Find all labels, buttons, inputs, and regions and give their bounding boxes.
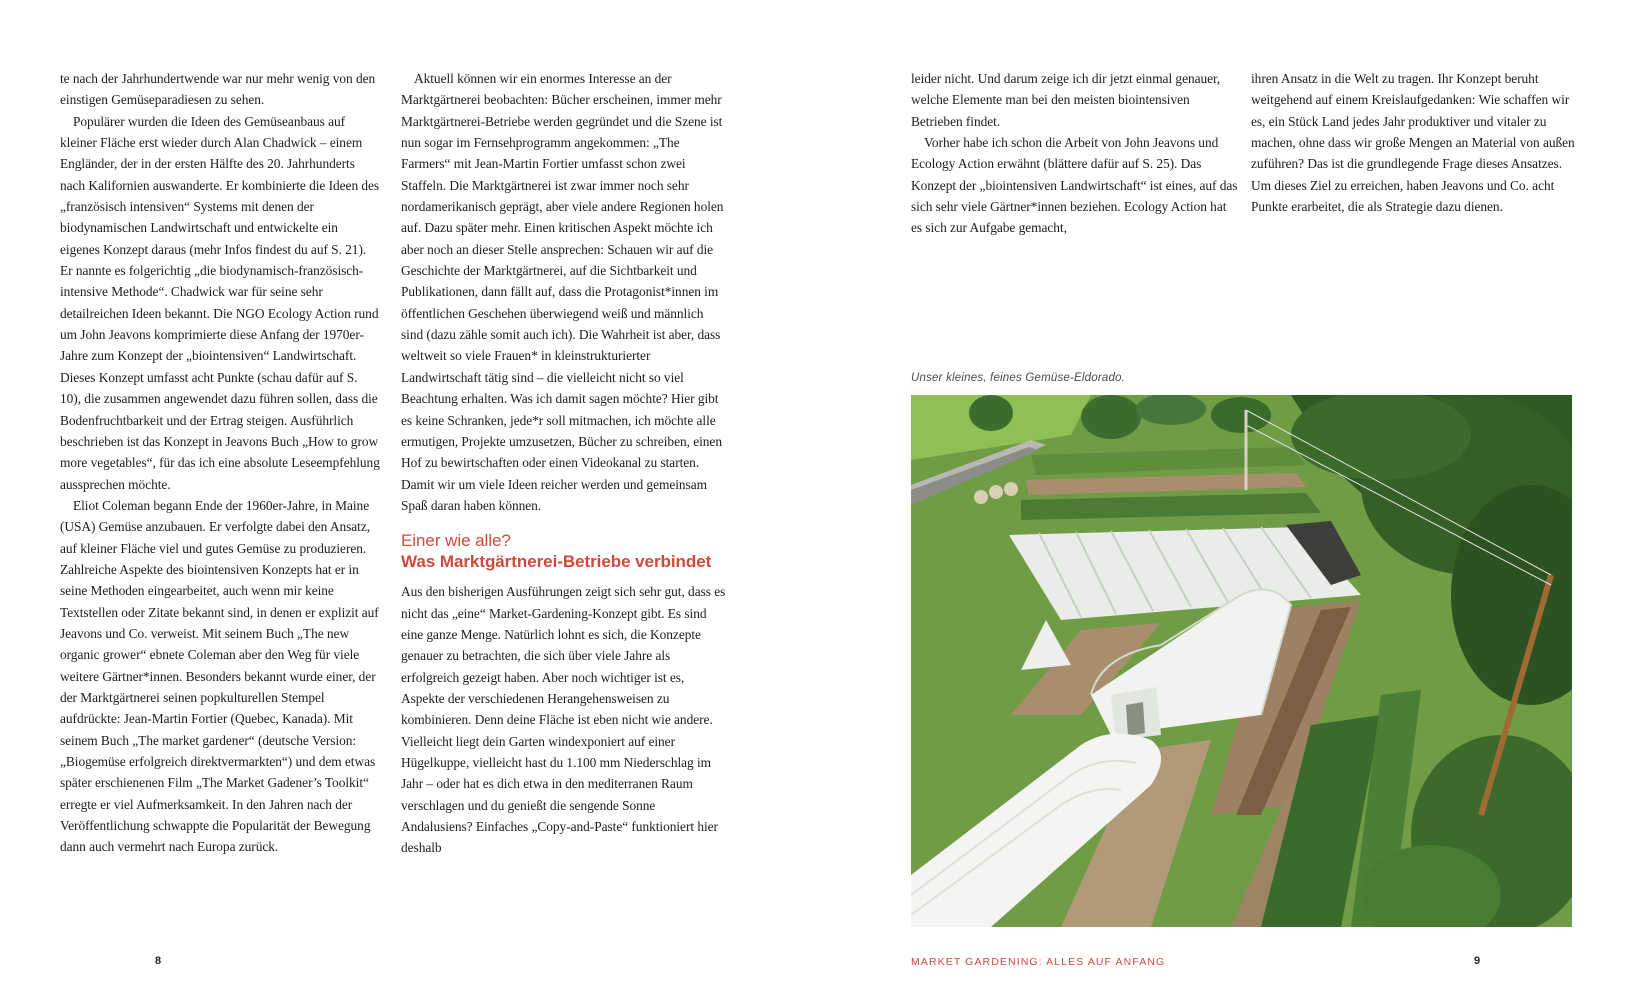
- garden-photo-illustration: [911, 395, 1572, 927]
- running-footer: MARKET GARDENING: ALLES AUF ANFANG: [911, 956, 1166, 968]
- paragraph: ihren Ansatz in die Welt zu tragen. Ihr Konzept beruht weitgehend auf einem Kreislaufgedanken: Wie schaffen wir es, ein Stück Land jedes Jahr produktiver und vitaler zu machen, ohne dass wir große Mengen an Material von außen zuführen? Das ist die grundlegende Frage dieses Ansatzes. Um dieses Ziel zu erreichen, haben Jeavons und Co. acht Punkte erarbeitet, die als Strategie dazu dienen.: [1251, 71, 1575, 215]
- paragraph: Populärer wurden die Ideen des Gemüseanbaus auf kleiner Fläche erst wieder durch Alan Chadwick – einem Engländer, der in der ersten Hälfte des 20. Jahrhunderts nach Kalifornien auswanderte. Er kombinierte die Ideen des „französisch intensiven“ Systems mit denen der biodynamischen Landwirtschaft und entwickelte ein eigenes Konzept daraus (mehr Infos findest du auf S. 21). Er nannte es folgerichtig „die biodynamisch-französisch-intensive Methode“. Chadwick war für seine sehr detailreichen Ideen bekannt. Die NGO Ecology Action rund um John Jeavons komprimierte diese Anfang der 1970er-Jahre zum Konzept der „biointensiven“ Landwirtschaft. Dieses Konzept umfasst acht Punkte (schau dafür auf S. 10), die zusammen angewendet dazu führen sollen, dass die Bodenfruchtbarkeit und der Ertrag steigen. Ausführlich beschrieben ist das Konzept in Jeavons Buch „How to grow more vegetables“, für das ich eine absolute Leseempfehlung aussprechen möchte.: [60, 113, 380, 492]
- right-page-column-2: [1251, 68, 1581, 217]
- left-page-column-1: [60, 68, 380, 858]
- section-heading-light: Einer wie alle?: [401, 531, 511, 551]
- paragraph: Vorher habe ich schon die Arbeit von John Jeavons und Ecology Action erwähnt (blättere dafür auf S. 25). Das Konzept der „biointensiven Landwirtschaft“ ist eines, auf das sich sehr viele Gärtner*innen beziehen. Ecology Action hat es sich zur Aufgabe gemacht,: [911, 135, 1238, 236]
- right-page-column-1: [911, 68, 1239, 239]
- section-heading-bold: Was Marktgärtnerei-Betriebe verbindet: [401, 552, 712, 572]
- paragraph: Aktuell können wir ein enormes Interesse an der Marktgärtnerei beobachten: Bücher erscheinen, immer mehr Marktgärtnerei-Betriebe werden gegründet und die Szene ist nun sogar im Fernsehprogramm angekommen: „The Farmers“ mit Jean-Martin Fortier umfasst schon zwei Staffeln. Die Marktgärtnerei ist zwar immer noch sehr nordamerikanisch geprägt, aber viele andere Regionen holen auf. Dazu später mehr. Einen kritischen Aspekt möchte ich aber noch an dieser Stelle ansprechen: Schauen wir auf die Geschichte der Marktgärtnerei, auf die Sichtbarkeit und Publikationen, dann fällt auf, dass die Protagonist*innen im öffentlichen Geschehen überwiegend weiß und männlich sind (dazu zähle somit auch ich). Die Wahrheit ist aber, dass weltweit so viele Frauen* in kleinstrukturierter Landwirtschaft tätig sind – die vielleicht nicht so viel Beachtung erhalten. Was ich damit sagen möchte? Hier gibt es keine Schranken, jede*r soll mitmachen, ich möchte alle ermutigen, Projekte umzusetzen, Bücher zu schreiben, einen Hof zu bewirtschaften oder einen Videokanal zu starten. Damit wir um viele Ideen reicher werden und gemeinsam Spaß daran haben können.: [401, 71, 724, 513]
- garden-aerial-photo: [911, 395, 1572, 927]
- photo-caption: Unser kleines, feines Gemüse-Eldorado.: [911, 372, 1126, 384]
- paragraph: te nach der Jahrhundertwende war nur mehr wenig von den einstigen Gemüseparadiesen zu sehen.: [60, 71, 376, 108]
- page-number-right: 9: [1474, 955, 1481, 967]
- paragraph: Aus den bisherigen Ausführungen zeigt sich sehr gut, dass es nicht das „eine“ Market-Gardening-Konzept gibt. Es sind eine ganze Menge. Natürlich lohnt es sich, die Konzepte genauer zu betrachten, die sich über viele Jahre als erfolgreich gezeigt haben. Aber noch wichtiger ist es, Aspekte der verschiedenen Herangehensweisen zu kombinieren. Denn deine Fläche ist eben nicht wie andere. Vielleicht liegt dein Garten windexponiert auf einer Hügelkuppe, vielleicht hast du 1.100 mm Niederschlag im Jahr – oder hat es dich etwa in den mediterranen Raum verschlagen und du genießt die sengende Sonne Andalusiens? Einfaches „Copy-and-Paste“ funktioniert hier deshalb: [401, 584, 726, 856]
- paragraph: Eliot Coleman begann Ende der 1960er-Jahre, in Maine (USA) Gemüse anzubauen. Er verfolgte dabei den Ansatz, auf kleiner Fläche viel und gutes Gemüse zu produzieren. Zahlreiche Aspekte des biointensiven Konzepts hat er in seine Methoden eingearbeitet, auch wenn mir keine Textstellen oder Zitate bekannt sind, in denen er explizit auf Jeavons und Co. verweist. Mit seinem Buch „The new organic grower“ ebnete Coleman aber den Weg für viele weitere Gärtner*innen. Besonders bekannt wurde einer, der der Marktgärtnerei seinen popkulturellen Stempel aufdrückte: Jean-Martin Fortier (Quebec, Kanada). Mit seinem Buch „The market gardener“ (deutsche Version: „Biogemüse erfolgreich direktvermarkten“) und dem etwas später erschienenen Film „The Market Gadener’s Toolkit“ erregte er viel Aufmerksamkeit. In den Jahren nach der Veröffentlichung schwappte die Popularität der Bewegung dann auch vermehrt nach Europa zurück.: [60, 497, 379, 855]
- paragraph: leider nicht. Und darum zeige ich dir jetzt einmal genauer, welche Elemente man bei den meisten biointensiven Betrieben findet.: [911, 71, 1221, 129]
- left-page-column-2: [401, 68, 727, 859]
- page-number-left: 8: [155, 955, 162, 967]
